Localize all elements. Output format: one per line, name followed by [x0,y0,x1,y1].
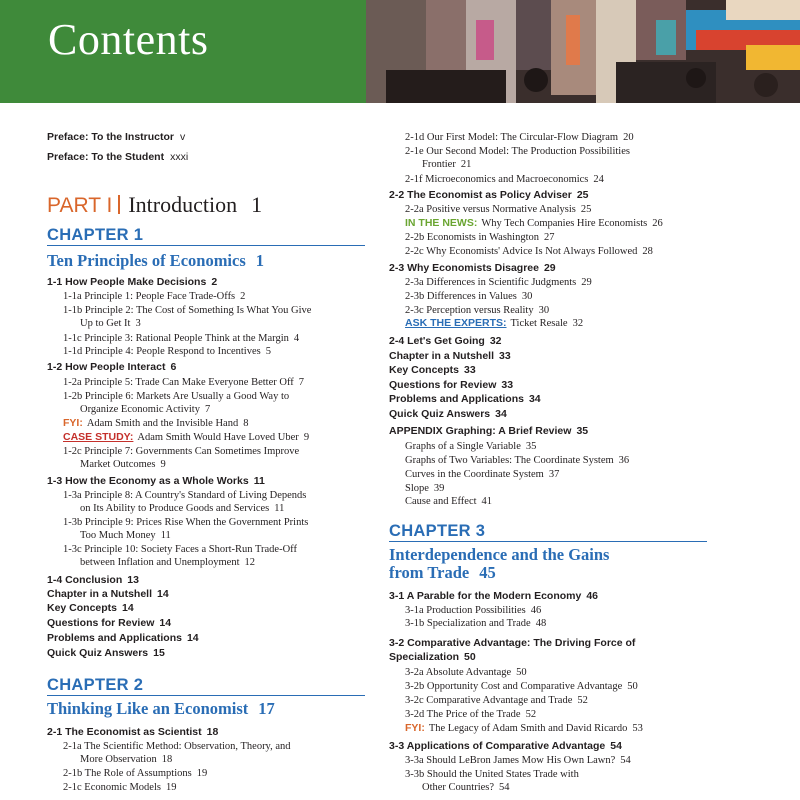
toc-entry[interactable] [47,617,171,630]
toc-entry[interactable] [405,454,629,467]
entry-text: 3-1b Specialization and Trade [405,618,531,629]
page-number: xxxi [170,151,189,163]
ask-the-experts-tag: ASK THE EXPERTS: [405,317,507,329]
page-number: 8 [243,418,249,429]
entry-text: APPENDIX Graphing: A Brief Review [389,425,572,437]
toc-entry[interactable] [63,290,245,303]
toc-entry[interactable] [47,602,134,615]
chapter-3-label: CHAPTER 3 [389,522,486,540]
page-number: 33 [501,379,514,391]
entry-text: Too Much Money [80,530,156,541]
page-number: 25 [576,189,589,201]
entry-text: 2-1 The Economist as Scientist [47,726,202,738]
toc-entry[interactable] [47,574,139,587]
toc-entry[interactable] [405,468,559,481]
toc-entry[interactable] [389,262,556,275]
toc-entry[interactable] [47,361,176,374]
toc-entry[interactable] [80,529,171,542]
entry-text: 2-3c Perception versus Reality [405,305,534,316]
page-number: 12 [244,557,255,568]
part-label: PART I [47,194,113,217]
entry-text: Adam Smith and the Invisible Hand [86,418,239,429]
page-number: 11 [160,530,171,541]
page-number: 19 [165,782,177,793]
entry-text: Graphs of Two Variables: The Coordinate System [405,455,614,466]
toc-entry[interactable] [63,445,304,458]
entry-text: 2-2b Economists in Washington [405,232,539,243]
toc-entry[interactable] [80,317,141,330]
case-study-tag: CASE STUDY: [63,431,134,443]
toc-entry[interactable] [405,203,591,216]
page-number: 50 [464,651,476,663]
preface-text: Preface: To the Instructor [47,131,174,143]
page-number: 24 [593,174,604,185]
page-number: 17 [258,699,275,718]
page-number: 3 [135,318,141,329]
page-number: 26 [652,218,663,229]
page-number: 54 [610,740,622,752]
toc-entry[interactable] [422,158,471,171]
entry-text: Organize Economic Activity [80,404,200,415]
toc-entry[interactable] [405,617,546,630]
entry-text: 1-2b Principle 6: Markets Are Usually a Good Way to [63,391,290,402]
entry-text: 3-3 Applications of Comparative Advantage [389,740,606,752]
entry-text: 1-3c Principle 10: Society Faces a Short-Run Trade-Off [63,544,297,555]
toc-entry[interactable] [47,726,218,739]
entry-text: 3-3b Should the United States Trade with [405,769,579,780]
entry-text: 1-2a Principle 5: Trade Can Make Everyone Better Off [63,377,294,388]
page-number: 35 [576,425,589,437]
entry-text: 1-4 Conclusion [47,574,123,586]
entry-text: Curves in the Coordinate System [405,469,544,480]
page-number: 30 [521,291,533,302]
page-number: 50 [627,681,638,692]
toc-entry[interactable] [63,390,294,403]
toc-entry[interactable] [405,231,555,244]
toc-entry[interactable] [405,145,635,158]
entry-text: Market Outcomes [80,459,156,470]
chapter-title-text: Ten Principles of Economics [47,251,246,270]
toc-entry[interactable] [389,408,507,421]
toc-entry[interactable] [389,740,622,753]
entry-text: 3-1a Production Possibilities [405,605,526,616]
page-number: 29 [581,277,592,288]
toc-entry[interactable] [405,708,536,721]
page-number: 53 [632,723,643,734]
toc-entry[interactable] [405,768,584,781]
page-header [0,0,800,103]
page-number: 7 [204,404,211,415]
preface-text: Preface: To the Student [47,151,165,163]
entry-text: The Legacy of Adam Smith and David Ricardo [428,723,628,734]
part-divider [118,195,120,214]
page-number: 37 [548,469,560,480]
chapter-1-label: CHAPTER 1 [47,226,144,244]
preface-instructor[interactable] [47,131,185,143]
toc-entry[interactable] [389,189,589,202]
entry-text: Questions for Review [47,617,155,629]
toc-entry[interactable] [389,364,476,377]
chapter-3-title-line2[interactable] [389,564,496,582]
page-number: 9 [160,459,166,470]
entry-text: Up to Get It [80,318,131,329]
toc-entry[interactable] [80,458,166,471]
entry-text: More Observation [80,754,157,765]
toc-entry[interactable] [405,131,634,144]
entry-text: Ticket Resale [510,318,568,329]
page-number: 21 [460,159,472,170]
feature-box-entry[interactable] [405,217,663,230]
chapter-title-text: from Trade [389,563,470,582]
page-number: 2 [211,276,218,288]
toc-entry[interactable] [405,173,604,186]
entry-text: Questions for Review [389,379,497,391]
toc-entry[interactable] [80,403,210,416]
page-number: 11 [274,503,285,514]
page-number: 20 [623,132,634,143]
page-number: 50 [516,667,527,678]
entry-text: 2-1a The Scientific Method: Observation, Theory, and [63,741,291,752]
toc-entry[interactable] [63,543,302,556]
page-number: 39 [433,483,445,494]
entry-text: 1-1d Principle 4: People Respond to Incentives [63,346,261,357]
toc-entry[interactable] [80,556,255,569]
toc-entry[interactable] [80,502,284,515]
chapter-title-text: Interdependence and the Gains [389,545,610,564]
entry-text: Slope [405,483,429,494]
entry-text: 1-1a Principle 1: People Face Trade-Offs [63,291,236,302]
toc-entry[interactable] [405,440,536,453]
entry-text: 1-3b Principle 9: Prices Rise When the Government Prints [63,517,309,528]
entry-text: 2-2a Positive versus Normative Analysis [405,204,576,215]
chapter-2-rule [47,695,365,696]
page-number: 41 [481,496,493,507]
entry-text: Key Concepts [47,602,118,614]
entry-text: 2-1e Our Second Model: The Production Possibilities [405,146,630,157]
page-number: 1 [251,192,263,217]
chapter-title-text: Thinking Like an Economist [47,699,249,718]
entry-text: 2-3a Differences in Scientific Judgments [405,277,577,288]
page-number: 19 [196,768,208,779]
page-number: 46 [530,605,542,616]
toc-entry[interactable] [405,482,444,495]
entry-text: 2-1d Our First Model: The Circular-Flow Diagram [405,132,619,143]
chapter-1-rule [47,245,365,246]
toc-entry[interactable] [389,379,513,392]
entry-text: 1-1 How People Make Decisions [47,276,207,288]
part-heading[interactable] [47,192,262,218]
entry-text: 3-3a Should LeBron James Mow His Own Lawn? [405,755,616,766]
entry-text: 3-2a Absolute Advantage [405,667,512,678]
page-number: 30 [538,305,550,316]
entry-text: 2-3b Differences in Values [405,291,517,302]
toc-entry[interactable] [405,304,549,317]
page-number: 25 [580,204,592,215]
in-the-news-tag: IN THE NEWS: [405,217,478,229]
entry-text: Quick Quiz Answers [389,408,491,420]
page-number: 4 [293,333,300,344]
entry-text: 2-1b The Role of Assumptions [63,768,192,779]
toc-entry[interactable] [405,276,592,289]
toc-entry[interactable] [47,276,217,289]
entry-text: Frontier [422,159,456,170]
page-number: 18 [161,754,173,765]
toc-entry[interactable] [47,647,165,660]
feature-box-entry[interactable] [405,722,643,735]
page-number: 28 [642,246,653,257]
market-photo [366,0,800,103]
entry-text: Key Concepts [389,364,460,376]
entry-text: Specialization [389,651,460,663]
page-number: 34 [495,408,507,420]
entry-text: 3-2 Comparative Advantage: The Driving Force of [389,637,636,649]
page-number: 34 [528,393,541,405]
entry-text: 2-3 Why Economists Disagree [389,262,539,274]
entry-text: on Its Ability to Produce Goods and Services [80,503,270,514]
entry-text: 3-2d The Price of the Trade [405,709,521,720]
entry-text: 1-3 How the Economy as a Whole Works [47,475,249,487]
toc-entry[interactable] [47,632,199,645]
toc-entry[interactable] [422,781,510,794]
toc-entry[interactable] [405,604,541,617]
page-number: 18 [206,726,219,738]
feature-box-entry[interactable] [405,317,583,330]
page-number: 52 [577,695,588,706]
chapter-2-title[interactable] [47,700,275,718]
toc-entry[interactable] [80,753,172,766]
page-number: 33 [464,364,476,376]
toc-entry[interactable] [63,489,311,502]
entry-text: Problems and Applications [389,393,524,405]
fyi-tag: FYI: [63,417,83,429]
page-number: v [180,131,186,143]
toc-entry[interactable] [63,332,299,345]
entry-text: 1-3a Principle 8: A Country's Standard of Living Depends [63,490,307,501]
page-number: 29 [543,262,556,274]
page-number: 13 [127,574,139,586]
page-number: 33 [499,350,511,362]
entry-text: 1-1c Principle 3: Rational People Think at the Margin [63,333,289,344]
page-title: Contents [48,15,209,64]
entry-text: 2-1c Economic Models [63,782,161,793]
entry-text: Adam Smith Would Have Loved Uber [137,432,299,443]
entry-text: Why Tech Companies Hire Economists [481,218,648,229]
page-number: 15 [153,647,165,659]
toc-entry[interactable] [47,588,169,601]
toc-entry[interactable] [405,680,638,693]
page-number: 46 [586,590,599,602]
toc-entry[interactable] [405,694,588,707]
toc-entry[interactable] [63,376,304,389]
page-number: 5 [265,346,271,357]
fyi-tag: FYI: [405,722,425,734]
page-number: 14 [122,602,134,614]
toc-entry[interactable] [389,335,502,348]
page-number: 7 [298,377,304,388]
entry-text: 3-1 A Parable for the Modern Economy [389,590,582,602]
entry-text: Graphs of a Single Variable [405,441,521,452]
page-number: 32 [572,318,584,329]
entry-text: Other Countries? [422,782,495,793]
toc-entry[interactable] [405,245,653,258]
toc-entry[interactable] [63,740,296,753]
toc-entry[interactable] [389,393,541,406]
toc-entry[interactable] [63,767,207,780]
page-number: 32 [489,335,502,347]
entry-text: between Inflation and Unemployment [80,557,240,568]
page-number: 9 [303,432,310,443]
entry-text: Quick Quiz Answers [47,647,149,659]
entry-text: 1-2c Principle 7: Governments Can Sometimes Improve [63,446,300,457]
page-number: 48 [535,618,547,629]
page-number: 36 [618,455,630,466]
page-number: 6 [170,361,177,373]
entry-text: 1-1b Principle 2: The Cost of Something Is What You Give [63,305,312,316]
entry-text: Problems and Applications [47,632,182,644]
toc-entry[interactable] [389,590,598,603]
entry-text: Chapter in a Nutshell [47,588,153,600]
chapter-3-rule [389,541,707,542]
toc-entry[interactable] [389,350,511,363]
page-number: 1 [255,251,265,270]
page-number: 54 [620,755,631,766]
part-title: Introduction [128,192,238,217]
entry-text: 2-2c Why Economists' Advice Is Not Always Followed [405,246,638,257]
entry-text: Chapter in a Nutshell [389,350,495,362]
toc-entry[interactable] [63,781,176,794]
page-number: 14 [157,588,169,600]
toc-entry[interactable] [405,495,492,508]
toc-entry[interactable] [63,516,313,529]
preface-student[interactable] [47,151,188,163]
toc-entry[interactable] [405,754,631,767]
entry-text: 2-4 Let's Get Going [389,335,485,347]
entry-text: 2-1f Microeconomics and Macroeconomics [405,174,589,185]
entry-text: 2-2 The Economist as Policy Adviser [389,189,572,201]
page-number: 45 [479,563,496,582]
chapter-3-title[interactable] [389,546,609,564]
toc-entry[interactable] [389,637,640,650]
page-number: 52 [525,709,537,720]
entry-text: Cause and Effect [405,496,477,507]
entry-text: 3-2b Opportunity Cost and Comparative Advantage [405,681,623,692]
toc-entry[interactable] [63,304,316,317]
toc-entry[interactable] [389,425,588,438]
page-number: 14 [186,632,199,644]
chapter-2-label: CHAPTER 2 [47,676,144,694]
entry-text: 1-2 How People Interact [47,361,166,373]
page-number: 54 [499,782,510,793]
page-number: 35 [525,441,537,452]
feature-box-entry[interactable] [63,417,248,430]
toc-entry[interactable] [405,666,527,679]
toc-entry[interactable] [389,651,476,664]
feature-box-entry[interactable] [63,431,309,444]
entry-text: 3-2c Comparative Advantage and Trade [405,695,573,706]
toc-entry[interactable] [405,290,532,303]
page-number: 14 [159,617,172,629]
toc-entry[interactable] [63,345,271,358]
page-number: 11 [253,475,265,487]
chapter-1-title[interactable] [47,252,264,270]
page-number: 2 [240,291,246,302]
toc-entry[interactable] [47,475,265,488]
page-number: 27 [544,232,555,243]
